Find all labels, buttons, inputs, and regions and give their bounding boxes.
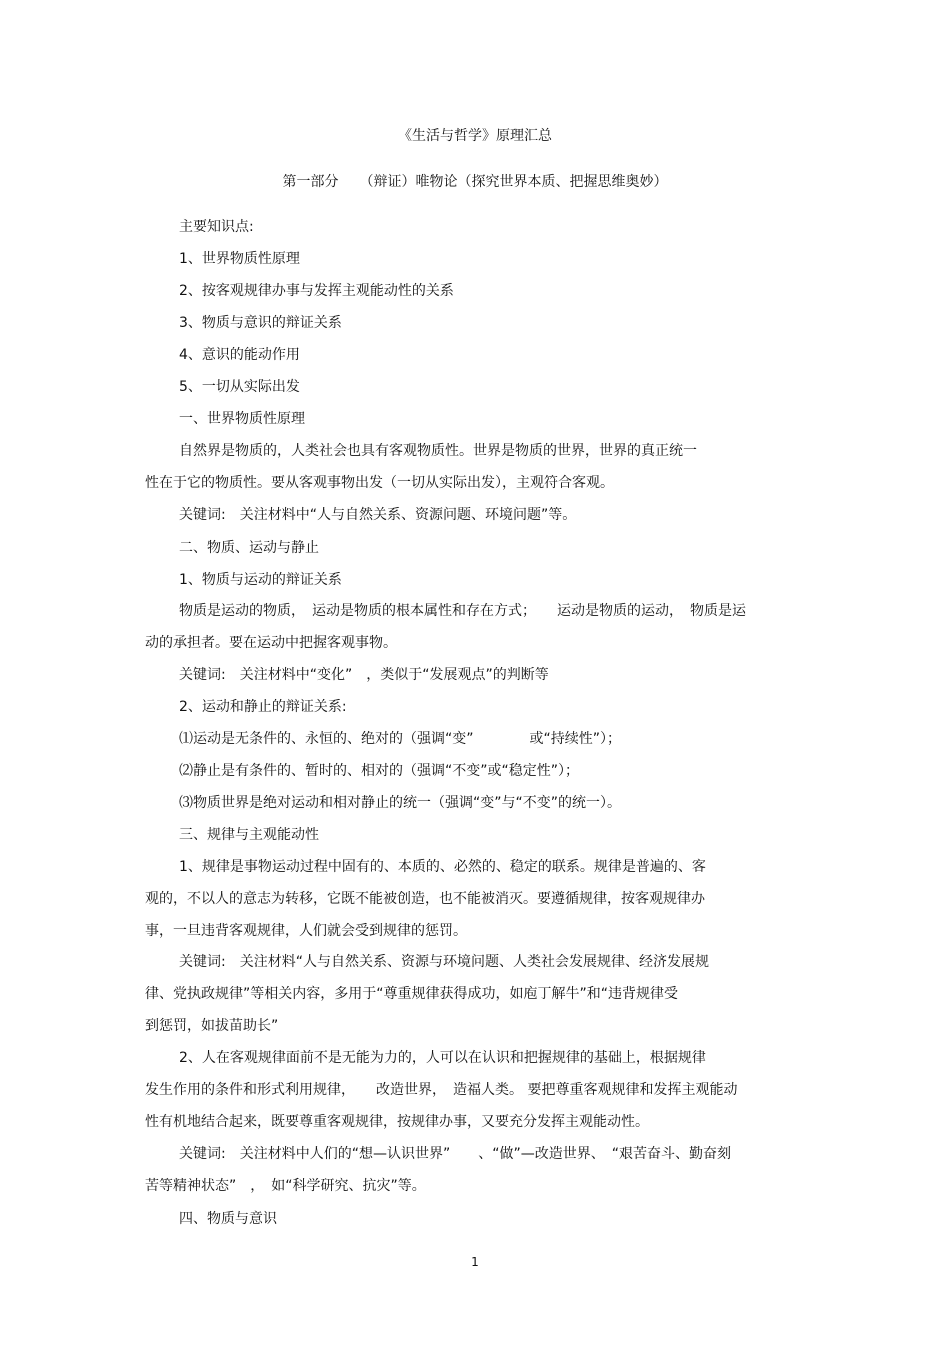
paragraph-line: 发生作用的条件和形式利用规律， 改造世界， 造福人类。 要把尊重客观规律和发挥主观能动 <box>145 1082 738 1098</box>
list-item: ⑵静止是有条件的、暂时的、相对的（强调“不变”或“稳定性”）； <box>179 763 580 779</box>
keyword-note: 到惩罚，如拔苗助长” <box>145 1018 279 1034</box>
list-item: ⑴运动是无条件的、永恒的、绝对的（强调“变” 或“持续性”）； <box>179 731 622 747</box>
part-heading: 第一部分 （辩证）唯物论（探究世界本质、把握思维奥妙） <box>282 174 668 190</box>
knowledge-point: 3、物质与意识的辩证关系 <box>179 315 342 331</box>
paragraph-line: 物质是运动的物质， 运动是物质的根本属性和存在方式； 运动是物质的运动， 物质是运 <box>179 603 746 619</box>
list-item: ⑶物质世界是绝对运动和相对静止的统一（强调“变”与“不变”的统一）。 <box>179 795 622 811</box>
section-heading: 四、物质与意识 <box>179 1211 277 1227</box>
keyword-note: 关键词: 关注材料中“变化” ，类似于“发展观点”的判断等 <box>179 667 549 683</box>
section-heading: 二、物质、运动与静止 <box>179 540 319 556</box>
knowledge-point: 1、世界物质性原理 <box>179 251 300 267</box>
keyword-note: 律、党执政规律”等相关内容，多用于“尊重规律获得成功，如庖丁解牛”和“违背规律受 <box>145 986 679 1002</box>
knowledge-point: 4、意识的能动作用 <box>179 347 300 363</box>
paragraph-line: 性有机地结合起来，既要尊重客观规律，按规律办事，又要充分发挥主观能动性。 <box>145 1114 649 1130</box>
subsection-heading: 1、物质与运动的辩证关系 <box>179 572 342 588</box>
knowledge-point: 5、一切从实际出发 <box>179 379 300 395</box>
paragraph-line: 动的承担者。要在运动中把握客观事物。 <box>145 635 397 651</box>
document-title: 《生活与哲学》原理汇总 <box>398 128 552 144</box>
paragraph-line: 1、规律是事物运动过程中固有的、本质的、必然的、稳定的联系。规律是普遍的、客 <box>179 859 706 875</box>
knowledge-point: 2、按客观规律办事与发挥主观能动性的关系 <box>179 283 454 299</box>
keyword-note: 关键词: 关注材料中“人与自然关系、资源问题、环境问题”等。 <box>179 507 577 523</box>
page-number: 1 <box>471 1255 479 1269</box>
keyword-note: 苦等精神状态” ， 如“科学研究、抗灾”等。 <box>145 1178 426 1194</box>
keyword-note: 关键词: 关注材料“人与自然关系、资源与环境问题、人类社会发展规律、经济发展规 <box>179 954 709 970</box>
knowledge-points-label: 主要知识点: <box>179 219 254 235</box>
section-heading: 一、世界物质性原理 <box>179 411 305 427</box>
section-heading: 三、规律与主观能动性 <box>179 827 319 843</box>
paragraph-line: 2、人在客观规律面前不是无能为力的，人可以在认识和把握规律的基础上，根据规律 <box>179 1050 706 1066</box>
paragraph-line: 自然界是物质的，人类社会也具有客观物质性。世界是物质的世界，世界的真正统一 <box>179 443 697 459</box>
subsection-heading: 2、运动和静止的辩证关系: <box>179 699 347 715</box>
paragraph-line: 性在于它的物质性。要从客观事物出发（一切从实际出发），主观符合客观。 <box>145 475 614 491</box>
paragraph-line: 观的，不以人的意志为转移，它既不能被创造，也不能被消灭。要遵循规律，按客观规律办 <box>145 891 705 907</box>
keyword-note: 关键词: 关注材料中人们的“想—认识世界” 、“做”—改造世界、 “艰苦奋斗、勤奋刻 <box>179 1146 731 1162</box>
paragraph-line: 事，一旦违背客观规律，人们就会受到规律的惩罚。 <box>145 923 467 939</box>
